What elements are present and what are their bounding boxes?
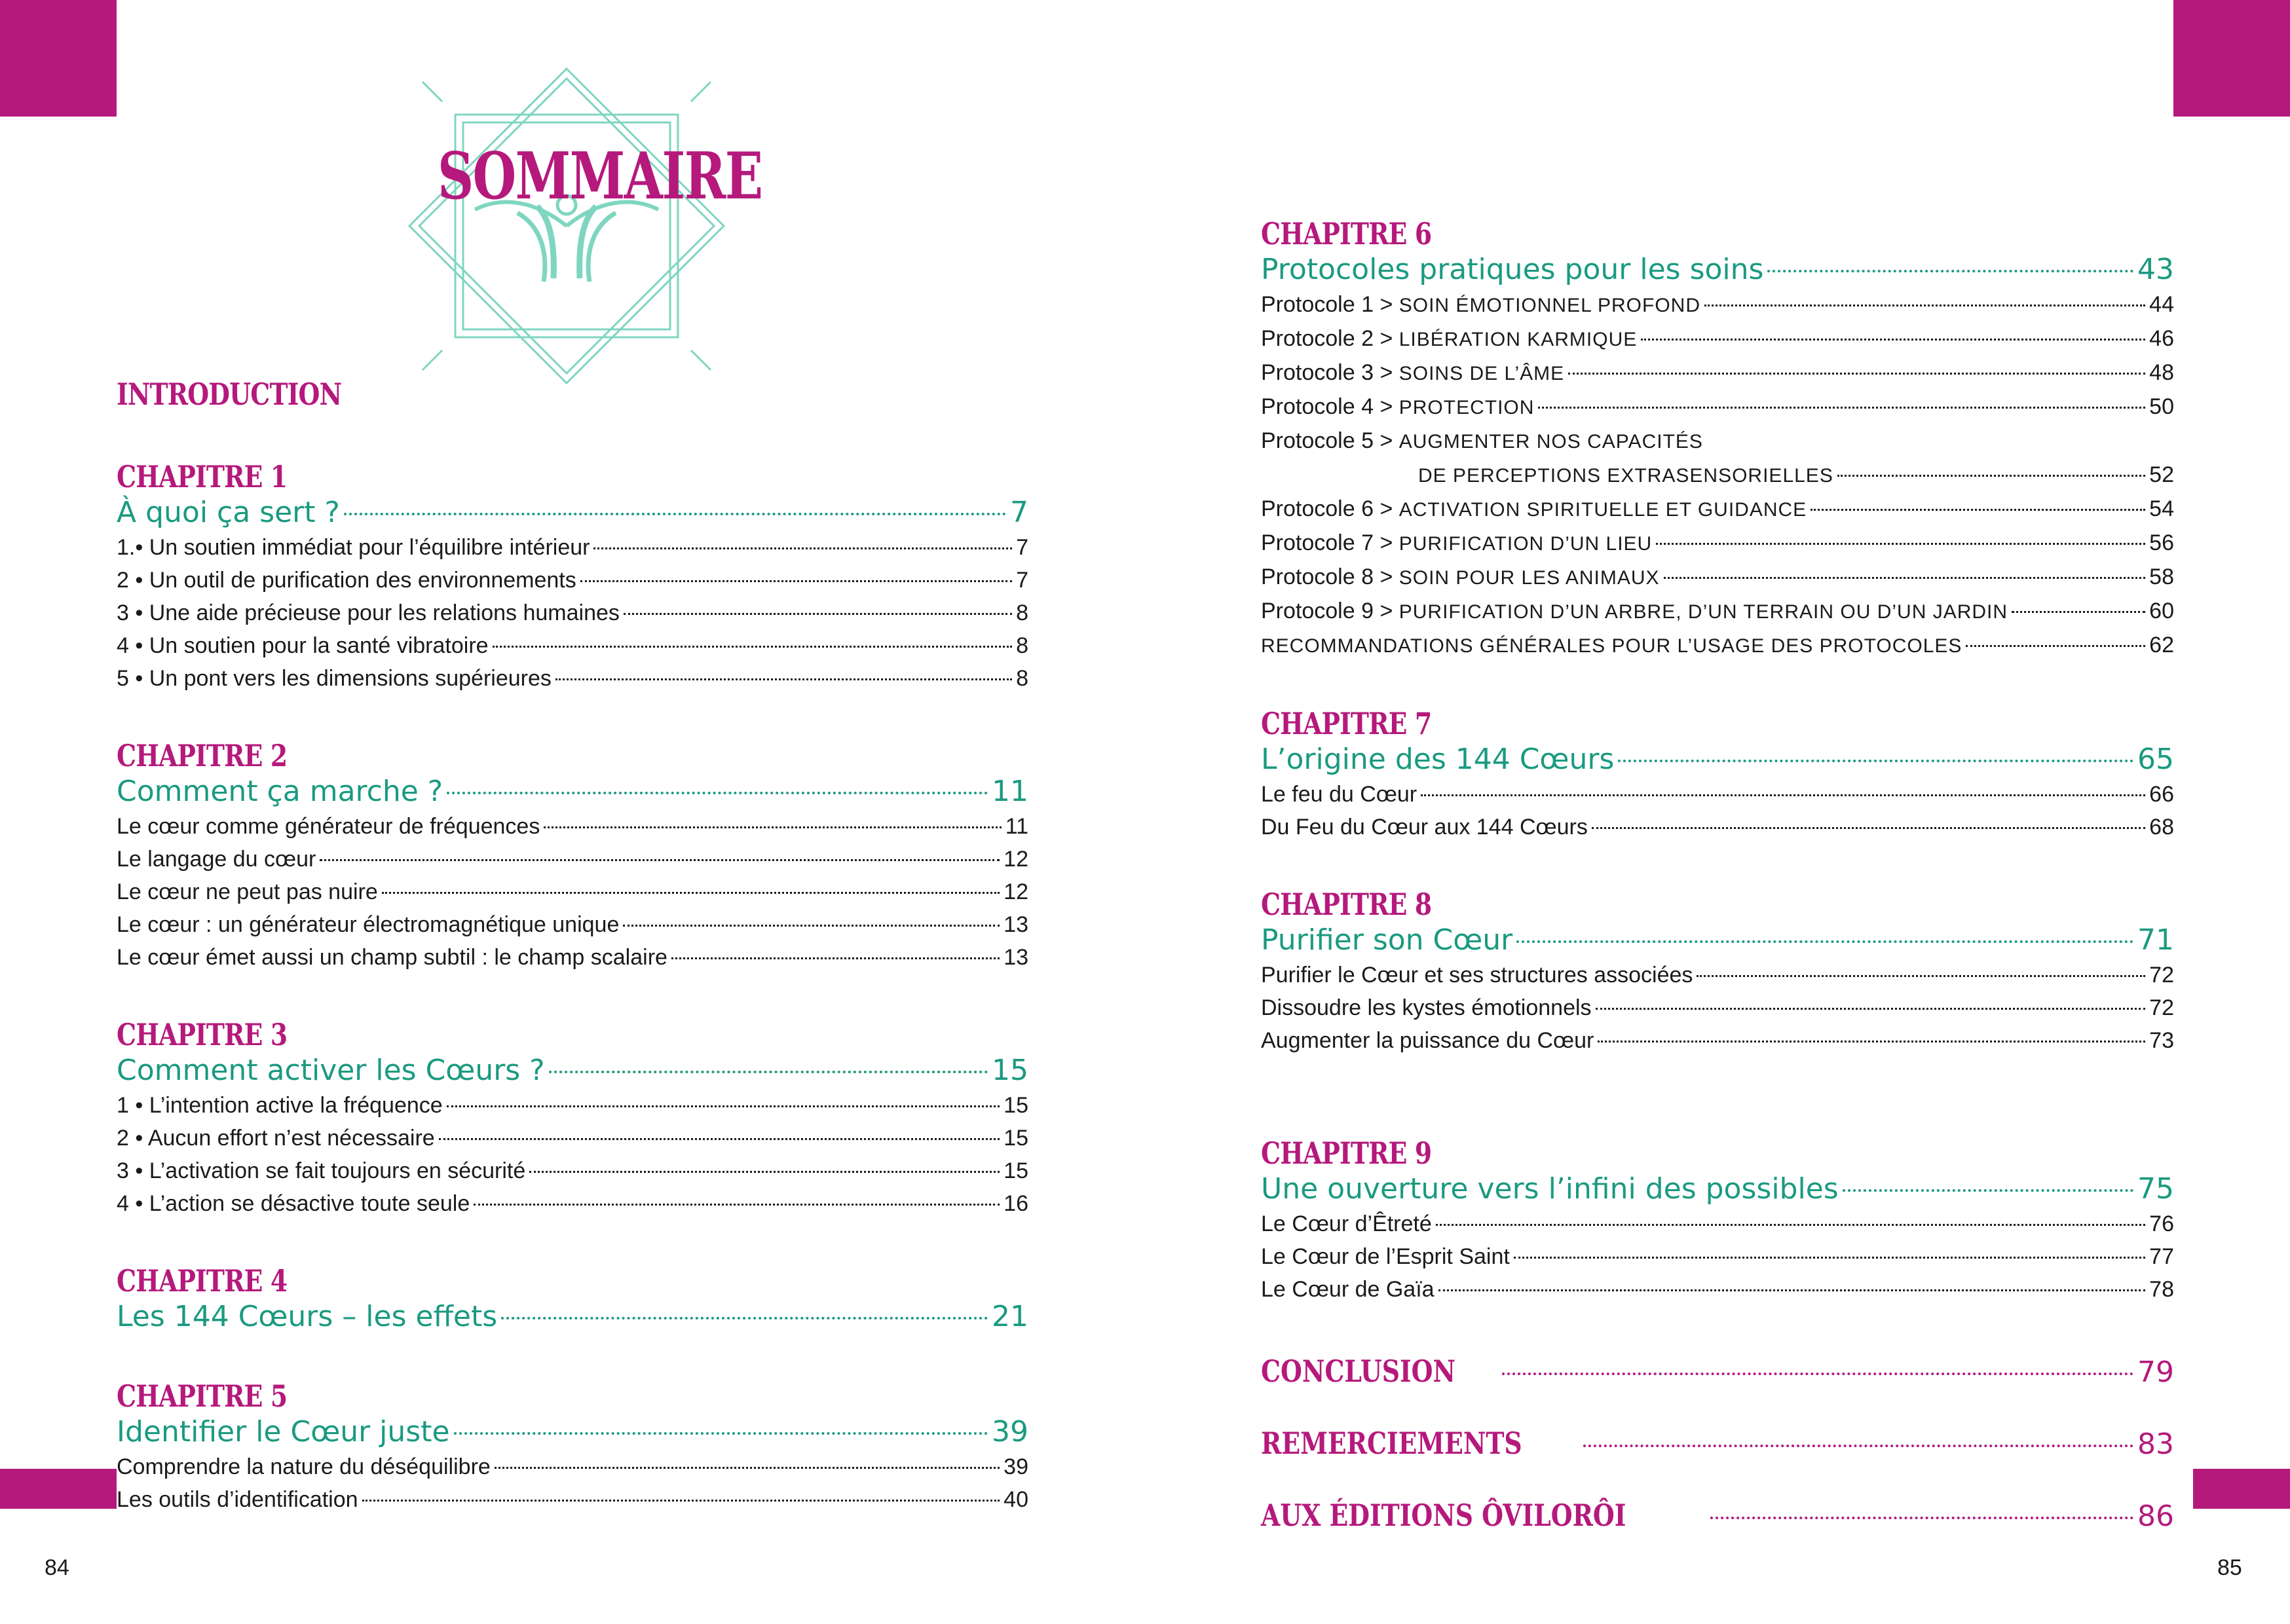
dot-leader <box>493 646 1013 648</box>
dot-leader <box>1618 760 2133 762</box>
toc-entry-page: 7 <box>1016 535 1028 560</box>
toc-entry-title: PURIFICATION D’UN ARBRE, D’UN TERRAIN OU D’UN JARDIN <box>1398 601 2008 623</box>
chapter-title-text: Purifier son Cœur <box>1261 923 1513 957</box>
dot-leader <box>1837 475 2145 477</box>
dot-leader <box>555 678 1012 680</box>
toc-entry-title: 5 • Un pont vers les dimensions supérieures <box>117 666 552 691</box>
toc-entry[interactable] <box>1261 1240 2174 1273</box>
toc-entry-page: 58 <box>2149 564 2174 589</box>
dot-leader <box>362 1500 1000 1502</box>
toc-entry-text <box>1261 561 1660 595</box>
toc-entry-page: 13 <box>1004 912 1028 937</box>
dot-leader <box>1516 940 2133 943</box>
dot-leader <box>1966 645 2145 647</box>
chapter-label <box>117 1378 1028 1414</box>
toc-entry-text <box>117 941 667 974</box>
toc-entry-title: 3 • Une aide précieuse pour les relations humaines <box>117 600 620 625</box>
corner-tab-top-right <box>2173 0 2290 117</box>
dot-leader <box>1421 794 2145 796</box>
toc-entry[interactable] <box>117 1483 1028 1516</box>
chapter-block <box>1261 706 2174 843</box>
toc-entry-title: Les outils d’identification <box>117 1487 358 1512</box>
page-title: SOMMAIRE <box>438 139 762 214</box>
chapter-label <box>1261 706 2174 741</box>
toc-entry-title: 2 • Un outil de purification des environnements <box>117 568 576 593</box>
dot-leader <box>593 547 1012 549</box>
toc-entry[interactable] <box>1261 991 2174 1024</box>
chapter-page-number: 7 <box>1010 496 1028 529</box>
toc-entry[interactable] <box>117 1187 1028 1220</box>
chapter-page-number: 75 <box>2137 1172 2174 1206</box>
toc-entry-title: RECOMMANDATIONS GÉNÉRALES POUR L’USAGE DES PROTOCOLES <box>1261 635 1962 657</box>
dot-leader <box>1697 975 2145 977</box>
toc-entry-text <box>117 810 540 843</box>
endmatter-page: 86 <box>2137 1500 2174 1533</box>
right-chapters <box>1261 216 2174 1306</box>
toc-entry-text <box>1261 811 1588 843</box>
chapter-title-link[interactable] <box>117 1052 1028 1089</box>
dot-leader <box>671 957 1000 959</box>
toc-entry-page: 39 <box>1004 1454 1028 1479</box>
toc-entry-page: 78 <box>2149 1277 2174 1302</box>
toc-entry-title: Dissoudre les kystes émotionnels <box>1261 995 1592 1020</box>
toc-entry-text <box>1261 1024 1594 1057</box>
toc-entry-title: AUGMENTER NOS CAPACITÉS <box>1398 431 1703 452</box>
toc-entry[interactable] <box>1261 595 2174 629</box>
toc-entry-page: 66 <box>2149 782 2174 807</box>
toc-entry-text <box>117 1122 435 1154</box>
toc-entry-title: PURIFICATION D’UN LIEU <box>1398 533 1653 555</box>
endmatter-page: 83 <box>2137 1428 2174 1461</box>
chapter-label-text: CHAPITRE 1 <box>117 459 288 494</box>
dot-leader <box>501 1317 988 1320</box>
chapter-title-link[interactable] <box>117 773 1028 810</box>
chapter-label-text: CHAPITRE 8 <box>1261 887 1432 922</box>
toc-entry-text <box>117 662 552 695</box>
toc-entry-page: 50 <box>2149 394 2174 419</box>
toc-entry-text <box>117 1483 358 1516</box>
toc-entry-title: Le Cœur de l’Esprit Saint <box>1261 1244 1510 1269</box>
toc-entry-title: 1 • L’intention active la fréquence <box>117 1093 443 1118</box>
toc-entry-text <box>117 1450 491 1483</box>
toc-entry[interactable] <box>1261 1024 2174 1057</box>
chapter-page-number: 71 <box>2137 923 2174 957</box>
toc-entry[interactable] <box>1261 424 2174 458</box>
toc-entry[interactable] <box>117 1089 1028 1122</box>
chapter-label <box>1261 887 2174 922</box>
toc-entry-text <box>1261 492 1807 526</box>
endmatter-entry[interactable] <box>1261 1496 2174 1536</box>
protocol-prefix: Protocole 7 > <box>1261 530 1399 555</box>
toc-entry-title: Le langage du cœur <box>117 847 316 872</box>
chapter-page-number: 21 <box>992 1300 1028 1333</box>
toc-entry-page: 40 <box>1004 1487 1028 1512</box>
toc-entry-page: 72 <box>2149 995 2174 1020</box>
toc-entry-title: PROTECTION <box>1398 397 1535 418</box>
toc-entry-title: Du Feu du Cœur aux 144 Cœurs <box>1261 815 1588 840</box>
chapter-label-text: CHAPITRE 5 <box>117 1378 288 1414</box>
toc-entry-text <box>1261 778 1417 811</box>
toc-entry-text <box>117 629 489 662</box>
toc-entry[interactable] <box>1261 1208 2174 1240</box>
toc-entry-text <box>1418 458 1833 492</box>
toc-entry-title: 4 • L’action se désactive toute seule <box>117 1191 470 1216</box>
toc-entry-title: Le Cœur de Gaïa <box>1261 1277 1435 1302</box>
dot-leader <box>1596 1008 2146 1010</box>
toc-entry-text <box>1261 356 1564 390</box>
decorative-star-emblem-icon <box>403 62 730 390</box>
toc-entry[interactable] <box>117 629 1028 662</box>
chapter-title-text: Identifier le Cœur juste <box>117 1415 450 1449</box>
toc-entry-text <box>117 597 620 629</box>
dot-leader <box>624 613 1012 615</box>
chapter-page-number: 39 <box>992 1415 1028 1449</box>
toc-entry-page: 8 <box>1016 600 1028 625</box>
toc-entry[interactable] <box>117 662 1028 695</box>
toc-entry[interactable] <box>1261 288 2174 322</box>
chapter-block <box>1261 1135 2174 1306</box>
dot-leader <box>1843 1189 2133 1192</box>
introduction-heading[interactable]: INTRODUCTION <box>117 377 342 412</box>
toc-entry-page: 15 <box>1004 1093 1028 1118</box>
dot-leader <box>1583 1445 2133 1447</box>
chapter-label-text: CHAPITRE 3 <box>117 1017 288 1052</box>
toc-entry-text <box>1261 1208 1432 1240</box>
chapter-block <box>1261 887 2174 1057</box>
toc-entry-title: SOIN POUR LES ANIMAUX <box>1398 567 1660 589</box>
toc-entry-page: 13 <box>1004 945 1028 970</box>
endmatter <box>1261 1352 2174 1536</box>
chapter-title-link[interactable] <box>1261 922 2174 959</box>
dot-leader <box>2012 611 2145 613</box>
chapter-title-text: Une ouverture vers l’infini des possibles <box>1261 1172 1839 1206</box>
toc-entry-title: ACTIVATION SPIRITUELLE ET GUIDANCE <box>1398 499 1807 521</box>
toc-entry[interactable] <box>117 810 1028 843</box>
toc-entry-page: 60 <box>2149 599 2174 623</box>
protocol-prefix: Protocole 8 > <box>1261 564 1399 589</box>
dot-leader <box>1767 270 2133 272</box>
toc-entry-page: 8 <box>1016 666 1028 691</box>
dot-leader <box>1641 339 2145 341</box>
toc-entry-text <box>1261 1273 1435 1306</box>
chapter-label-text: CHAPITRE 6 <box>1261 216 1432 251</box>
dot-leader <box>454 1432 988 1435</box>
dot-leader <box>1538 407 2145 409</box>
endmatter-entry[interactable] <box>1261 1424 2174 1464</box>
dot-leader <box>1436 1224 2145 1226</box>
toc-entry-title: Le cœur : un générateur électromagnétique unique <box>117 912 620 937</box>
toc-entry-text <box>1261 322 1637 356</box>
left-chapters <box>117 459 1028 1516</box>
toc-entry[interactable] <box>117 1450 1028 1483</box>
toc-entry[interactable] <box>117 843 1028 876</box>
toc-entry-text <box>117 1154 525 1187</box>
toc-entry[interactable] <box>1261 778 2174 811</box>
dot-leader <box>344 513 1006 515</box>
toc-entry-text <box>117 531 590 564</box>
dot-leader <box>529 1171 1000 1173</box>
toc-entry-page: 54 <box>2149 496 2174 521</box>
toc-entry-text <box>1261 959 1693 991</box>
protocol-prefix: Protocole 6 > <box>1261 496 1399 521</box>
toc-entry[interactable] <box>117 1122 1028 1154</box>
toc-entry-title: SOINS DE L’ÂME <box>1398 363 1565 384</box>
toc-entry-text <box>1261 526 1652 561</box>
toc-entry[interactable] <box>1261 390 2174 424</box>
toc-entry-text <box>117 876 378 908</box>
corner-tab-top-left <box>0 0 117 117</box>
toc-entry[interactable] <box>1261 356 2174 390</box>
chapter-label-text: CHAPITRE 4 <box>117 1263 288 1299</box>
chapter-block <box>1261 216 2174 663</box>
toc-entry-title: Le Cœur d’Êtreté <box>1261 1211 1432 1236</box>
toc-entry-page: 48 <box>2149 360 2174 385</box>
chapter-label <box>117 1263 1028 1299</box>
toc-entry[interactable] <box>117 564 1028 597</box>
toc-entry-page: 16 <box>1004 1191 1028 1216</box>
toc-entry-text <box>1261 595 2008 629</box>
chapter-label <box>117 1017 1028 1052</box>
chapter-title-text: L’origine des 144 Cœurs <box>1261 743 1615 776</box>
dot-leader <box>1568 373 2145 375</box>
dot-leader <box>1438 1289 2146 1291</box>
chapter-title-text: Protocoles pratiques pour les soins <box>1261 253 1764 286</box>
toc-entry[interactable] <box>1261 629 2174 663</box>
toc-entry-title: 1.• Un soutien immédiat pour l’équilibre intérieur <box>117 535 590 560</box>
toc-entry[interactable] <box>117 941 1028 974</box>
chapter-title-link[interactable] <box>1261 251 2174 288</box>
chapter-page-number: 65 <box>2137 743 2174 776</box>
chapter-block <box>117 1263 1028 1335</box>
dot-leader <box>1598 1041 2145 1043</box>
dot-leader <box>1656 543 2145 545</box>
dot-leader <box>1664 577 2146 579</box>
chapter-block <box>117 738 1028 974</box>
chapter-label <box>1261 216 2174 251</box>
toc-entry[interactable] <box>1261 526 2174 561</box>
toc-entry-title: Comprendre la nature du déséquilibre <box>117 1454 491 1479</box>
toc-entry[interactable] <box>1261 322 2174 356</box>
dot-leader <box>1704 304 2145 306</box>
chapter-page-number: 11 <box>992 775 1028 808</box>
toc-entry[interactable] <box>1261 1273 2174 1306</box>
protocol-prefix: Protocole 1 > <box>1261 292 1399 317</box>
toc-entry[interactable] <box>117 531 1028 564</box>
dot-leader <box>1811 509 2145 511</box>
chapter-title-link[interactable] <box>117 1414 1028 1450</box>
toc-entry[interactable] <box>1261 458 2174 492</box>
chapter-label <box>117 738 1028 773</box>
toc-entry-title: 4 • Un soutien pour la santé vibratoire <box>117 633 489 658</box>
toc-entry-text <box>1261 424 1703 458</box>
dot-leader <box>623 925 1000 927</box>
toc-entry-title: Le cœur émet aussi un champ subtil : le champ scalaire <box>117 945 667 970</box>
chapter-label-text: CHAPITRE 9 <box>1261 1135 1432 1171</box>
chapter-page-number: 15 <box>992 1054 1028 1087</box>
toc-entry-text <box>1261 991 1592 1024</box>
dot-leader <box>439 1138 1000 1140</box>
toc-entry-page: 76 <box>2149 1211 2174 1236</box>
toc-entry-title: 2 • Aucun effort n’est nécessaire <box>117 1126 435 1151</box>
chapter-block <box>117 1378 1028 1516</box>
page-number-left: 84 <box>45 1555 69 1580</box>
toc-entry-title: DE PERCEPTIONS EXTRASENSORIELLES <box>1418 465 1833 487</box>
endmatter-page: 79 <box>2137 1356 2174 1389</box>
toc-entry[interactable] <box>117 597 1028 629</box>
toc-entry-page: 72 <box>2149 963 2174 987</box>
dot-leader <box>474 1204 1000 1206</box>
toc-entry-title: Purifier le Cœur et ses structures associées <box>1261 963 1693 987</box>
toc-entry[interactable] <box>1261 811 2174 843</box>
toc-entry-text <box>1261 390 1534 424</box>
toc-entry-title: LIBÉRATION KARMIQUE <box>1398 329 1638 350</box>
endmatter-label: CONCLUSION <box>1261 1354 1455 1389</box>
chapter-block <box>117 459 1028 695</box>
toc-entry-title: 3 • L’activation se fait toujours en sécurité <box>117 1158 526 1183</box>
toc-entry-page: 15 <box>1004 1126 1028 1151</box>
page-number-right: 85 <box>2217 1555 2242 1580</box>
toc-entry[interactable] <box>1261 492 2174 526</box>
endmatter-label: REMERCIEMENTS <box>1261 1426 1522 1461</box>
toc-entry-page: 12 <box>1004 879 1028 904</box>
toc-entry-text <box>1261 629 1962 663</box>
dot-leader <box>495 1467 1000 1469</box>
chapter-title-link[interactable] <box>1261 1171 2174 1208</box>
chapter-title-text: À quoi ça sert ? <box>117 496 340 529</box>
toc-entry-text <box>117 564 576 597</box>
endmatter-entry[interactable] <box>1261 1352 2174 1392</box>
chapter-label-text: CHAPITRE 2 <box>117 738 288 773</box>
chapter-label <box>117 459 1028 494</box>
chapter-page-number: 43 <box>2137 253 2174 286</box>
dot-leader <box>1514 1257 2145 1259</box>
toc-entry-page: 12 <box>1004 847 1028 872</box>
dot-leader <box>382 892 1000 894</box>
toc-entry[interactable] <box>1261 561 2174 595</box>
chapter-title-text: Comment ça marche ? <box>117 775 443 808</box>
left-toc <box>117 377 1028 1559</box>
chapter-title-link[interactable] <box>117 494 1028 531</box>
toc-entry-title: Le cœur comme générateur de fréquences <box>117 814 540 839</box>
dot-leader <box>447 792 988 794</box>
chapter-block <box>117 1017 1028 1220</box>
endmatter-label: AUX ÉDITIONS ÔVILORÔI <box>1261 1498 1626 1533</box>
chapter-label <box>1261 1135 2174 1171</box>
toc-entry-text <box>1261 288 1700 322</box>
toc-entry[interactable] <box>117 1154 1028 1187</box>
dot-leader <box>549 1071 988 1073</box>
toc-entry-page: 44 <box>2149 292 2174 317</box>
dot-leader <box>580 580 1012 582</box>
dot-leader <box>544 826 1001 828</box>
toc-entry-page: 56 <box>2149 530 2174 555</box>
toc-entry-text <box>117 1187 470 1220</box>
toc-entry-title: Le cœur ne peut pas nuire <box>117 879 378 904</box>
protocol-prefix: Protocole 2 > <box>1261 326 1399 351</box>
toc-entry-page: 77 <box>2149 1244 2174 1269</box>
chapter-label-text: CHAPITRE 7 <box>1261 706 1432 741</box>
dot-leader <box>320 859 1000 861</box>
toc-entry-page: 62 <box>2149 633 2174 657</box>
toc-entry-page: 73 <box>2149 1028 2174 1053</box>
chapter-title-text: Comment activer les Cœurs ? <box>117 1054 545 1087</box>
chapter-title-text: Les 144 Cœurs – les effets <box>117 1300 498 1333</box>
dot-leader <box>1502 1373 2133 1375</box>
right-toc <box>1261 216 2174 1568</box>
dot-leader <box>1710 1517 2133 1519</box>
chapter-title-link[interactable] <box>1261 741 2174 778</box>
toc-entry[interactable] <box>1261 959 2174 991</box>
toc-entry-title: Augmenter la puissance du Cœur <box>1261 1028 1594 1053</box>
toc-entry[interactable] <box>117 908 1028 941</box>
toc-entry-text <box>1261 1240 1510 1273</box>
toc-entry-page: 11 <box>1005 814 1028 839</box>
toc-entry-title: SOIN ÉMOTIONNEL PROFOND <box>1398 295 1701 316</box>
chapter-title-link[interactable] <box>117 1299 1028 1335</box>
toc-entry-page: 52 <box>2149 462 2174 487</box>
protocol-prefix: Protocole 5 > <box>1261 428 1399 453</box>
toc-entry-page: 8 <box>1016 633 1028 658</box>
protocol-prefix: Protocole 9 > <box>1261 599 1399 623</box>
toc-entry-page: 7 <box>1016 568 1028 593</box>
toc-entry-page: 46 <box>2149 326 2174 351</box>
toc-entry-text <box>117 1089 443 1122</box>
toc-entry-page: 68 <box>2149 815 2174 840</box>
toc-entry-page: 15 <box>1004 1158 1028 1183</box>
toc-entry[interactable] <box>117 876 1028 908</box>
protocol-prefix: Protocole 4 > <box>1261 394 1399 419</box>
dot-leader <box>1592 827 2145 829</box>
toc-entry-text <box>117 908 619 941</box>
dot-leader <box>447 1105 1000 1107</box>
toc-entry-text <box>117 843 316 876</box>
corner-tab-bottom-left <box>0 1469 117 1509</box>
protocol-prefix: Protocole 3 > <box>1261 360 1399 385</box>
toc-entry-title: Le feu du Cœur <box>1261 782 1417 807</box>
corner-tab-bottom-right <box>2193 1469 2290 1509</box>
